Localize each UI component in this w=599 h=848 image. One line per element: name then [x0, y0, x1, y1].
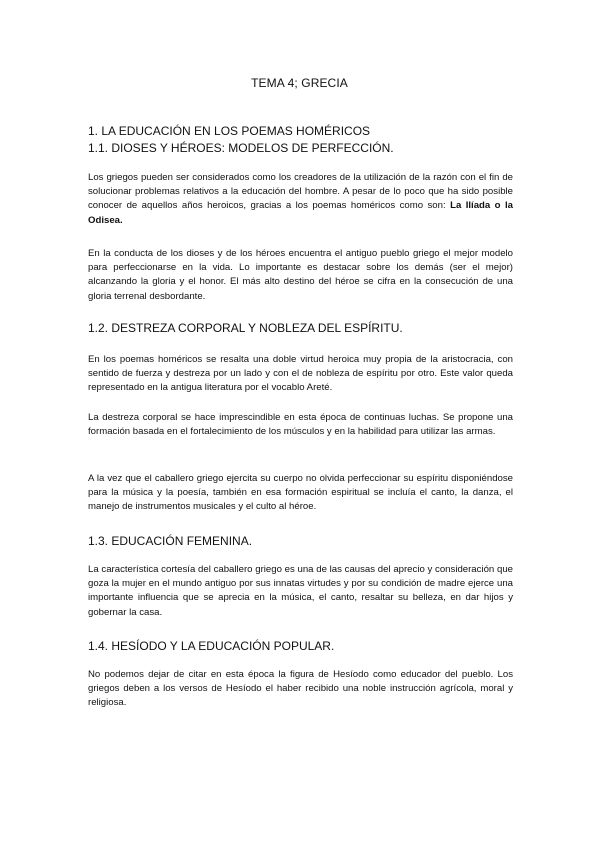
subsection-heading-1-2: 1.2. DESTREZA CORPORAL Y NOBLEZA DEL ESPÍRITU. — [88, 321, 403, 335]
paragraph-1 — [88, 171, 513, 228]
paragraph-6: La característica cortesía del caballero griego es una de las causas del aprecio y consideración que goza la mujer en el mundo antiguo por sus innatas virtudes y por su condición de madre ejerce una importante influencia que se aprecia en la música, el canto, resaltar su belleza, en dar hijos y gobernar la casa. — [88, 564, 513, 618]
paragraph-7: No podemos dejar de citar en esta época la figura de Hesíodo como educador del pueblo. Los griegos deben a los versos de Hesíodo el haber recibido una noble instrucción agrícola, moral y religiosa. — [88, 669, 513, 709]
paragraph-2: En la conducta de los dioses y de los héroes encuentra el antiguo pueblo griego el mejor modelo para perfeccionarse en la vida. Lo importante es destacar sobre los demás (ser el mejor) alcanzando la gloria y el honor. El más alto destino del héroe se cifra en la consecución de una gloria terrenal desbordante. — [88, 248, 513, 302]
document-title: TEMA 4; GRECIA — [251, 76, 348, 90]
paragraph-3: En los poemas homéricos se resalta una doble virtud heroica muy propia de la aristocracia, con sentido de fuerza y destreza por un lado y con el de nobleza de espíritu por otro. Este valor queda representado en la antigua literatura por el vocablo Areté. — [88, 354, 513, 394]
paragraph-5: A la vez que el caballero griego ejercita su cuerpo no olvida perfeccionar su espíritu disponiéndose para la música y la poesía, también en esa formación espiritual se incluía el canto, la danza, el manejo de instrumentos musicales y el culto al héroe. — [88, 473, 513, 513]
subsection-heading-1-4: 1.4. HESÍODO Y LA EDUCACIÓN POPULAR. — [88, 639, 335, 653]
paragraph-1-text: Los griegos pueden ser considerados como los creadores de la utilización de la razón con el fin de solucionar problemas relativos a la educación del hombre. A pesar de lo poco que ha sido posible conocer de aquellos años heroicos, gracias a los poemas homéricos como son: — [88, 172, 513, 212]
section-heading-1: 1. LA EDUCACIÓN EN LOS POEMAS HOMÉRICOS — [88, 124, 371, 138]
paragraph-1-bold: La Ilíada o la Odisea. — [88, 200, 513, 226]
paragraph-4: La destreza corporal se hace imprescindible en esta época de continuas luchas. Se propone una formación basada en el fortalecimiento de los músculos y en la habilidad para utilizar las armas. — [88, 412, 513, 438]
subsection-heading-1-1: 1.1. DIOSES Y HÉROES: MODELOS DE PERFECCIÓN. — [88, 141, 394, 155]
subsection-heading-1-3: 1.3. EDUCACIÓN FEMENINA. — [88, 534, 253, 548]
